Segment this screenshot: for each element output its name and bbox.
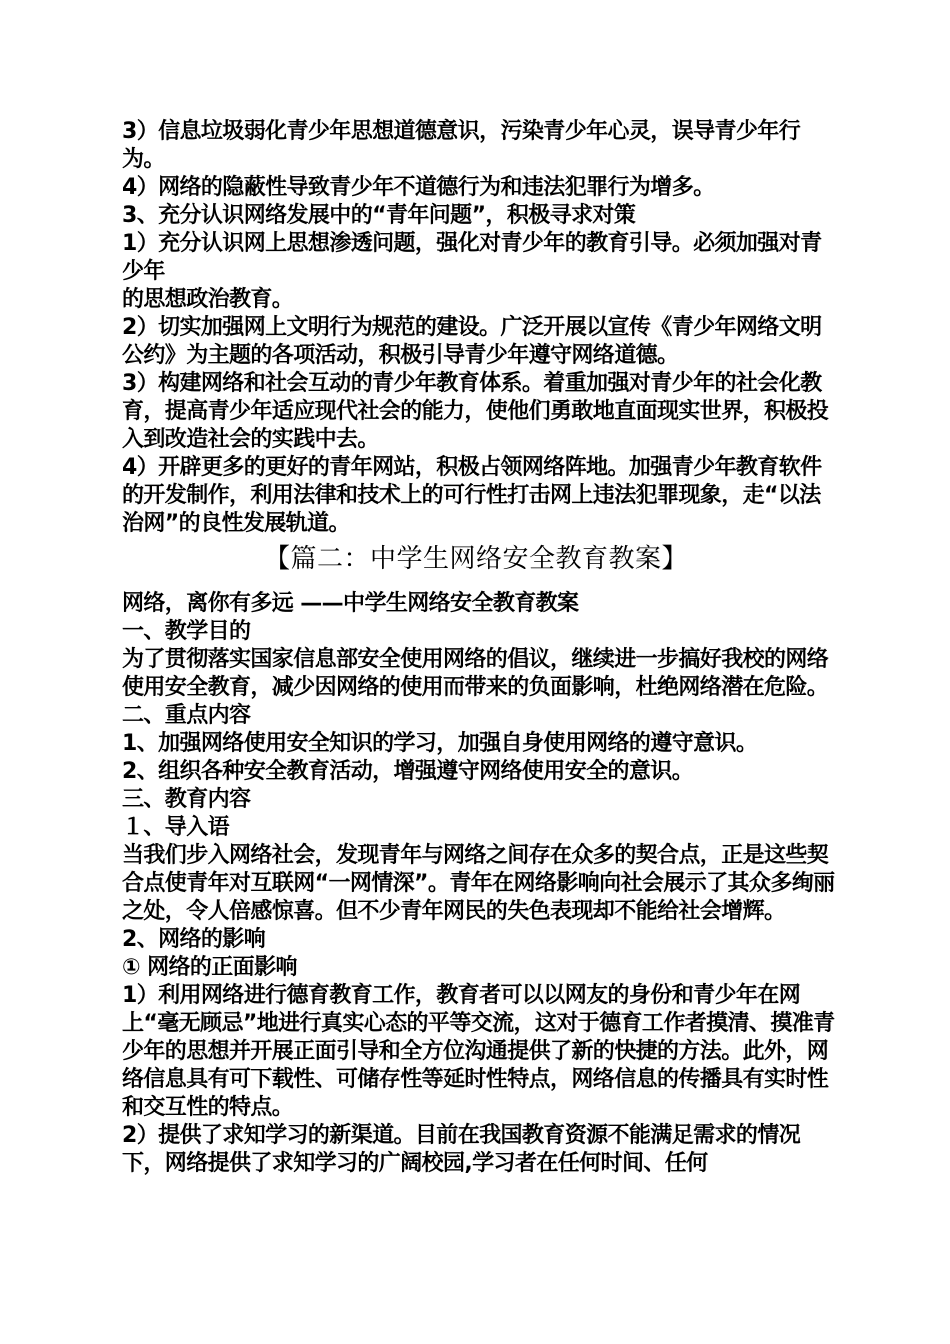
document-page xyxy=(116,118,836,1178)
subheading: 2、网络的影响 xyxy=(122,927,266,952)
paragraph: 的思想政治教育。 xyxy=(122,287,294,312)
paragraph: 3）信息垃圾弱化青少年思想道德意识，污染青少年心灵，误导青少年行为。 xyxy=(122,119,801,172)
subheading: １、导入语 xyxy=(122,815,230,840)
paragraph: 4）开辟更多的更好的青年网站，积极占领网络阵地。加强青少年教育软件的开发制作，利用法律和技术上的可行性打击网上违法犯罪现象，走“以法治网”的良性发展轨道。 xyxy=(122,455,822,536)
paragraph: 4）网络的隐蔽性导致青少年不道德行为和违法犯罪行为增多。 xyxy=(122,175,715,200)
paragraph: 1）利用网络进行德育教育工作，教育者可以以网友的身份和青少年在网上“毫无顾忌”地进行真实心态的平等交流，这对于德育工作者摸清、摸准青少年的思想并开展正面引导和全方位沟通提供了新的快捷的方法。此外，网络信息具有可下载性、可储存性等延时性特点，网络信息的传播具有实时性和交互性的特点。 xyxy=(122,983,835,1120)
lesson-title: 网络，离你有多远 ——中学生网络安全教育教案 xyxy=(122,591,579,616)
paragraph: 3）构建网络和社会互动的青少年教育体系。着重加强对青少年的社会化教育，提高青少年适应现代社会的能力，使他们勇敢地直面现实世界，积极投入到改造社会的实践中去。 xyxy=(122,371,829,452)
paragraph: 3、充分认识网络发展中的“青年问题”，积极寻求对策 xyxy=(122,203,636,228)
paragraph: 1、加强网络使用安全知识的学习，加强自身使用网络的遵守意识。 xyxy=(122,731,758,756)
subheading: ① 网络的正面影响 xyxy=(122,955,297,980)
subheading: 一、教学目的 xyxy=(122,619,251,644)
paragraph: 当我们步入网络社会，发现青年与网络之间存在众多的契合点，正是这些契合点使青年对互联网“一网情深”。青年在网络影响向社会展示了其众多绚丽之处，令人倍感惊喜。但不少青年网民的失色表现却不能给社会增辉。 xyxy=(122,843,835,924)
subheading: 二、重点内容 xyxy=(122,703,251,728)
subheading: 三、教育内容 xyxy=(122,787,251,812)
section-heading: 【篇二：中学生网络安全教育教案】 xyxy=(263,544,688,574)
paragraph: 2）切实加强网上文明行为规范的建设。广泛开展以宣传《青少年网络文明公约》为主题的各项活动，积极引导青少年遵守网络道德。 xyxy=(122,315,822,368)
paragraph: 为了贯彻落实国家信息部安全使用网络的倡议，继续进一步搞好我校的网络使用安全教育，减少因网络的使用而带来的负面影响，杜绝网络潜在危险。 xyxy=(122,647,829,700)
paragraph: 2、组织各种安全教育活动，增强遵守网络使用安全的意识。 xyxy=(122,759,694,784)
paragraph: 2）提供了求知学习的新渠道。目前在我国教育资源不能满足需求的情况下，网络提供了求知学习的广阔校园,学习者在任何时间、任何 xyxy=(122,1123,801,1176)
paragraph: 1）充分认识网上思想渗透问题，强化对青少年的教育引导。必须加强对青少年 xyxy=(122,231,822,284)
